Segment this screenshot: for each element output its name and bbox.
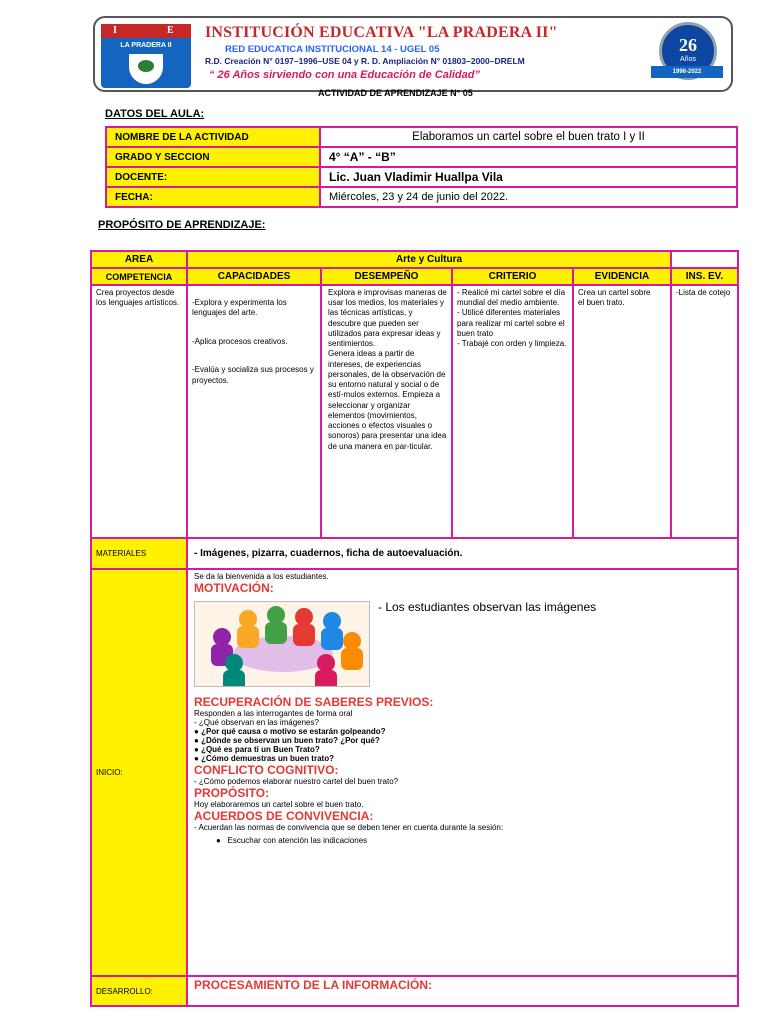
info-key: NOMBRE DE LA ACTIVIDAD	[106, 127, 320, 147]
info-value: Elaboramos un cartel sobre el buen trato I y II	[320, 127, 737, 147]
info-row	[106, 127, 737, 147]
acuerdos-text: - Acuerdan las normas de convivencia que se deben tener en cuenta durante la sesión:	[194, 823, 504, 832]
info-key: GRADO Y SECCION	[106, 147, 320, 167]
children-circle-image	[194, 601, 370, 687]
capacidad-item: -Aplica procesos creativos.	[192, 336, 288, 346]
evidencia-cell: Crea un cartel sobre el buen trato.	[578, 288, 651, 308]
competencia-cell: Crea proyectos desde los lenguajes artísticos.	[96, 288, 180, 308]
bullet-question: ● ¿Qué es para ti un Buen Trato?	[194, 745, 320, 754]
acuerdos-heading: ACUERDOS DE CONVIVENCIA:	[194, 809, 374, 823]
recuperacion-heading: RECUPERACIÓN DE SABERES PREVIOS:	[194, 695, 434, 709]
ins-ev-cell: -Lista de cotejo	[676, 288, 731, 297]
materiales-label: MATERIALES	[91, 538, 187, 569]
activity-title-cut: ACTIVIDAD DE APRENDIZAJE N° 05	[318, 88, 473, 96]
header-criterio: CRITERIO	[452, 268, 573, 285]
acuerdo-item: ● Escuchar con atención las indicaciones	[216, 836, 368, 845]
capacidades-cell	[188, 286, 320, 398]
motivacion-heading: MOTIVACIÓN:	[194, 581, 274, 595]
logo-initial-i: I	[113, 25, 117, 36]
conflicto-heading: CONFLICTO COGNITIVO:	[194, 763, 339, 777]
info-row	[106, 187, 737, 207]
proposito-subheading: PROPÓSITO:	[194, 786, 270, 800]
question-1: - ¿Qué observan en las imágenes?	[194, 718, 319, 727]
responden-text: Responden a las interrogantes de forma oral	[194, 709, 353, 718]
datos-heading: DATOS DEL AULA:	[105, 108, 205, 120]
materiales-value: - Imágenes, pizarra, cuadernos, ficha de autoevaluación.	[187, 538, 738, 569]
seal-number: 26	[679, 35, 697, 55]
info-key: DOCENTE:	[106, 167, 320, 187]
institution-title: INSTITUCIÓN EDUCATIVA "LA PRADERA II"	[205, 24, 558, 41]
info-value: Miércoles, 23 y 24 de junio del 2022.	[320, 187, 737, 207]
header-evidencia: EVIDENCIA	[573, 268, 671, 285]
network-name: RED EDUCATICA INSTITUCIONAL 14 - UGEL 05	[225, 44, 440, 55]
welcome-text: Se da la bienvenida a los estudiantes.	[194, 572, 329, 581]
proposito-heading: PROPÓSITO DE APRENDIZAJE:	[98, 219, 266, 231]
desarrollo-label: DESARROLLO:	[91, 976, 187, 1006]
area-value: Arte y Cultura	[187, 251, 671, 268]
resolution-text: R.D. Creación N° 0197–1996–USE 04 y R. D. Ampliación N° 01803–2000–DRELM	[205, 56, 525, 66]
shield-icon	[129, 54, 163, 84]
inicio-label: INICIO:	[91, 569, 187, 976]
bullet-question: ● ¿Cómo demuestras un buen trato?	[194, 754, 334, 763]
criterio-cell: - Realicé mi cartel sobre el día mundial del medio ambiente. - Utilicé diferentes materiales para realizar mi cartel sobre el buen trato - Trabajé con orden y limpieza.	[457, 288, 567, 349]
header-desempeno: DESEMPEÑO	[321, 268, 452, 285]
school-logo	[101, 24, 191, 88]
capacidad-item: -Explora y experimenta los lenguajes del arte.	[192, 298, 287, 318]
desarrollo-content	[187, 976, 738, 1006]
capacidad-item: -Evalúa y socializa sus procesos y proyectos.	[192, 365, 314, 385]
header-competencia: COMPETENCIA	[91, 268, 187, 285]
info-value: 4° “A” - “B”	[320, 147, 737, 167]
area-label: AREA	[91, 251, 187, 268]
observan-text: - Los estudiantes observan las imágenes	[378, 600, 597, 614]
info-value: Lic. Juan Vladimir Huallpa Vila	[320, 167, 737, 187]
info-row	[106, 147, 737, 167]
procesamiento-heading: PROCESAMIENTO DE LA INFORMACIÓN:	[194, 978, 433, 992]
info-key: FECHA:	[106, 187, 320, 207]
bullet-question: ● ¿Por qué causa o motivo se estarán golpeando?	[194, 727, 386, 736]
seal-word: Años	[680, 56, 696, 63]
header-ins-ev: INS. EV.	[671, 268, 738, 285]
bullet-question: ● ¿Dónde se observan un buen trato? ¿Por qué?	[194, 736, 380, 745]
desempeno-cell: Explora e improvisas maneras de usar los medios, los materiales y las técnicas artísticas, y descubre que pueden ser utilizados para expresar ideas y sentimientos. Genera ideas a partir de intereses, de experiencias personales, de la observación de su entorno natural y social o de estí-mulos externos. Empieza a seleccionar y organizar elementos (movimientos, acciones o efectos visuales o sonoros) para presentar una idea de una manera en par-ticular.	[328, 288, 447, 451]
slogan: “ 26 Años sirviendo con una Educación de Calidad”	[209, 69, 480, 81]
logo-initial-e: E	[167, 25, 174, 36]
learning-table	[90, 250, 739, 1007]
conflicto-question: - ¿Cómo podemos elaborar nuestro cartel del buen trato?	[194, 777, 399, 786]
institution-banner	[93, 16, 733, 92]
info-row	[106, 167, 737, 187]
logo-school-name: LA PRADERA II	[120, 42, 172, 49]
class-info-table	[105, 126, 738, 208]
header-capacidades: CAPACIDADES	[187, 268, 321, 285]
proposito-text: Hoy elaboraremos un cartel sobre el buen trato.	[194, 800, 364, 809]
seal-years: 1996-2022	[651, 66, 723, 78]
anniversary-seal-icon	[651, 22, 723, 88]
inicio-content	[187, 569, 738, 976]
